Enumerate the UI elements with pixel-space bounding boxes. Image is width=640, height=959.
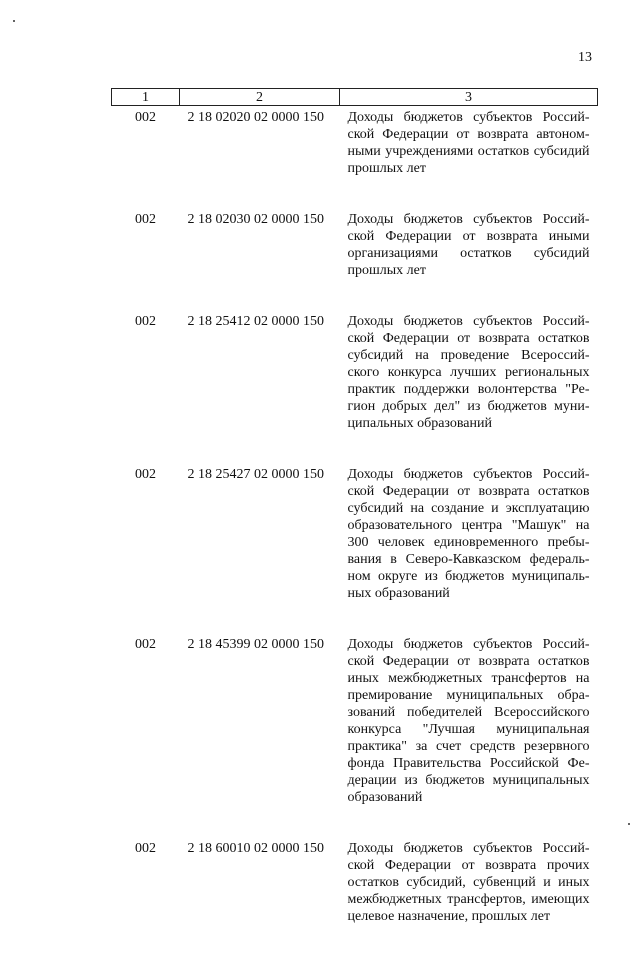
budget-classification-code: 2 18 60010 02 0000 150 (187, 841, 324, 856)
income-description: Доходы бюджетов субъектов Российской Федерации от возврата остатков иных межбюджетных трансфертов на премирование муниципальных образований победителей Всероссийского конкурса "Лучшая муниципальная практика" за счет средств резервного фонда Правительства Российской Федерации из бюджетов муниципальных образований (347, 637, 590, 805)
budget-classification-code: 2 18 25427 02 0000 150 (187, 467, 324, 482)
page-number: 13 (578, 50, 592, 65)
budget-classification-code: 2 18 25412 02 0000 150 (187, 314, 324, 329)
table-row (112, 636, 598, 840)
column-number-3: 3 (340, 89, 598, 106)
column-number-2: 2 (180, 89, 340, 106)
admin-code: 002 (135, 110, 156, 125)
table-row (112, 211, 598, 313)
table-row (112, 466, 598, 636)
income-description: Доходы бюджетов субъектов Российской Федерации от возврата остатков субсидий на проведение Всероссийского конкурса лучших региональных практик поддержки волонтерства "Регион добрых дел" из бюджетов муниципальных образований (347, 314, 590, 431)
admin-code: 002 (135, 841, 156, 856)
budget-codes-table (111, 88, 598, 959)
income-description: Доходы бюджетов субъектов Российской Федерации от возврата автономными учреждениями остатков субсидий прошлых лет (347, 110, 590, 176)
income-description: Доходы бюджетов субъектов Российской Федерации от возврата прочих остатков субсидий, субвенций и иных межбюджетных трансфертов, имеющих целевое назначение, прошлых лет (347, 841, 590, 924)
table-header-row (112, 89, 598, 106)
budget-classification-code: 2 18 45399 02 0000 150 (187, 637, 324, 652)
income-description: Доходы бюджетов субъектов Российской Федерации от возврата иными организациями остатков субсидий прошлых лет (347, 212, 590, 278)
income-description: Доходы бюджетов субъектов Российской Федерации от возврата остатков субсидий на создание и эксплуатацию образовательного центра "Машук" на 300 человек единовременного пребывания в Северо-Кавказском федеральном округе из бюджетов муниципальных образований (347, 467, 590, 601)
column-number-1: 1 (112, 89, 180, 106)
budget-classification-code: 2 18 02020 02 0000 150 (187, 110, 324, 125)
table-row (112, 106, 598, 212)
scan-speck-mark (628, 823, 630, 825)
scan-speck-mark (13, 20, 15, 22)
admin-code: 002 (135, 212, 156, 227)
table-row (112, 313, 598, 466)
admin-code: 002 (135, 637, 156, 652)
budget-classification-code: 2 18 02030 02 0000 150 (187, 212, 324, 227)
admin-code: 002 (135, 314, 156, 329)
admin-code: 002 (135, 467, 156, 482)
table-row (112, 840, 598, 959)
